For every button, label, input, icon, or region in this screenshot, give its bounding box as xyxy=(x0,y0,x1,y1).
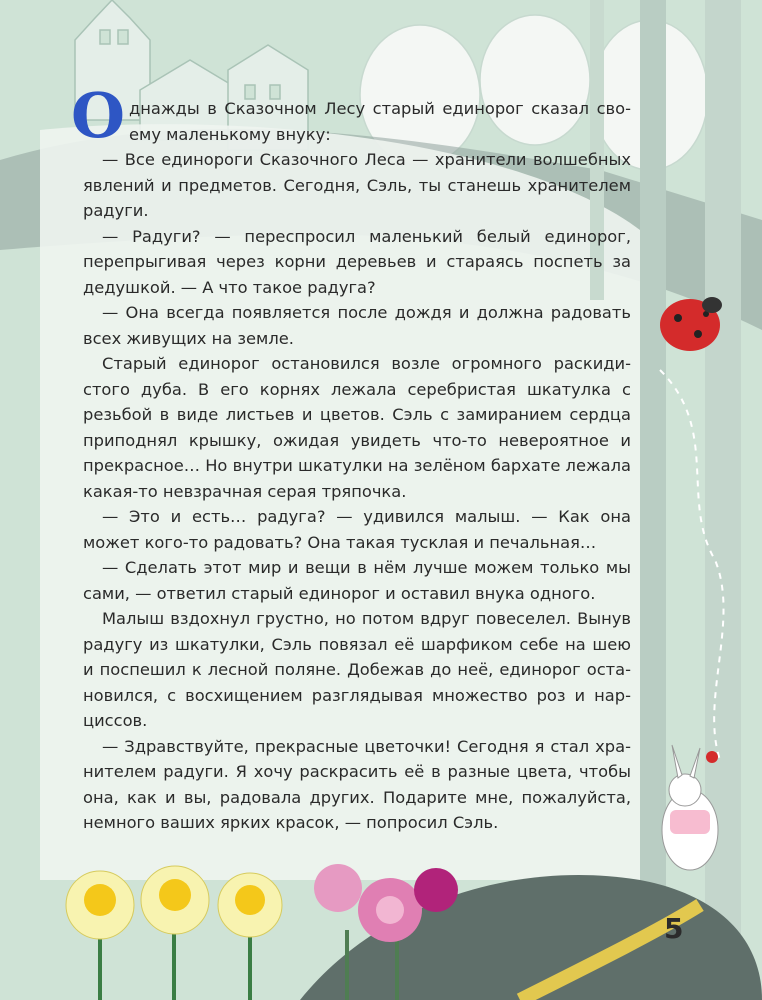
story-text xyxy=(71,79,631,836)
story-paragraph: — Это и есть… радуга? — удивился малыш. — Как она может кого-то радовать? Она такая тусклая и печальная… xyxy=(83,507,631,552)
story-paragraph: Однажды в Сказочном Лесу старый единорог сказал своему маленькому внуку: xyxy=(71,79,631,152)
drop-cap: О xyxy=(71,79,126,152)
story-paragraph: — Здравствуйте, прекрасные цветочки! Сегодня я стал хранителем радуги. Я хочу раскрасить её в разные цвета, чтобы она, как и вы, радовала других. Подарите мне, пожалуйста, немного ваших ярких красок, — попросил Сэль. xyxy=(83,736,631,832)
story-paragraph: — Радуги? — переспросил маленький белый единорог, перепрыгивая через корни деревьев и стараясь поспеть за дедушкой. — А что такое радуга? xyxy=(83,226,631,297)
daffodils-illustration xyxy=(66,866,282,1000)
story-paragraph: — Все единороги Сказочного Леса — хранители волшебных явлений и предметов. Сегодня, Сэль, ты станешь хранителем радуги. xyxy=(83,150,631,220)
story-paragraph: — Сделать этот мир и вещи в нём лучше можем только мы сами, — ответил старый единорог и оставил внука одного. xyxy=(83,558,631,603)
story-paragraph: Старый единорог остановился возле огромного раскидистого дуба. В его корнях лежала серебристая шкатулка с резьбой в виде листьев и цветов. Сэль с замиранием сердца приподнял крышку, ожидая увидеть что-то невероятное и прекрасное… Но внутри шкатулки на зелёном бархате лежала какая-то невзрачная серая тряпочка. xyxy=(83,354,631,501)
page-number: 5 xyxy=(664,912,684,945)
story-paragraph: — Она всегда появляется после дождя и должна радовать всех живущих на земле. xyxy=(83,303,631,348)
story-paragraph: Малыш вздохнул грустно, но потом вдруг повеселел. Вынув радугу из шкатулки, Сэль повязал её шарфиком себе на шею и поспешил к лесной поляне. Добежав до неё, единорог остановился, с восхищением разглядывая множество роз и нарциссов. xyxy=(83,609,631,730)
